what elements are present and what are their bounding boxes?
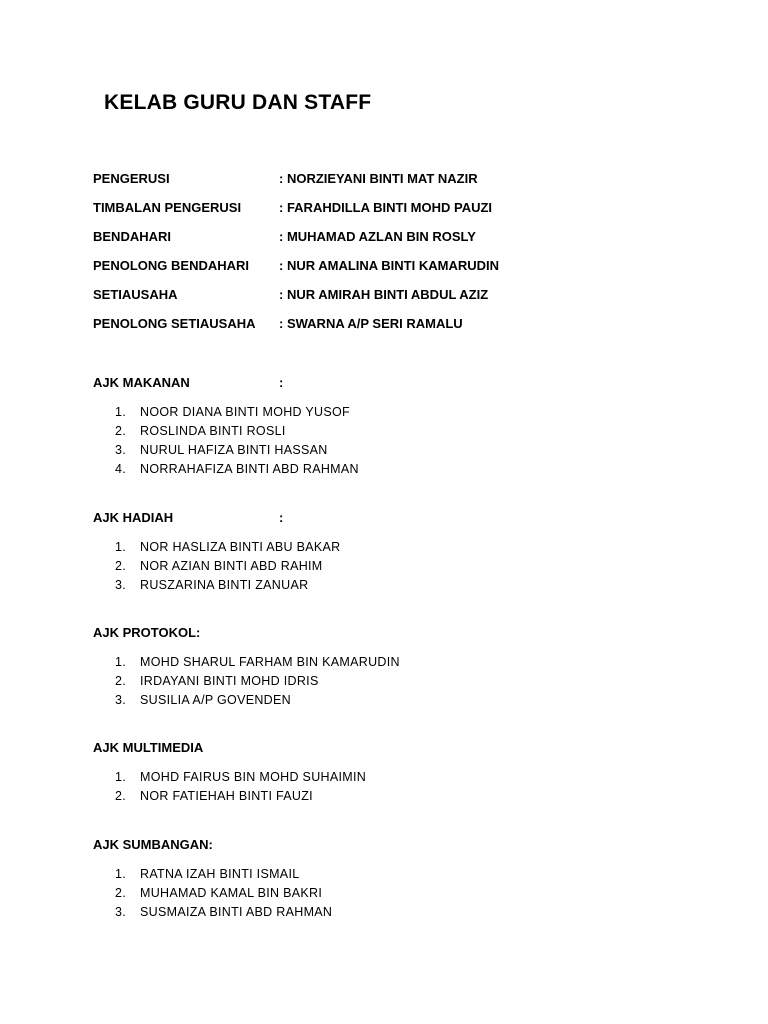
list-number: 3. <box>115 693 127 707</box>
list-number: 1. <box>115 405 127 419</box>
list-number: 3. <box>115 905 127 919</box>
list-number: 1. <box>115 770 127 784</box>
list-number: 3. <box>115 578 127 592</box>
member-name: MUHAMAD KAMAL BIN BAKRI <box>140 886 323 900</box>
member-name: RUSZARINA BINTI ZANUAR <box>140 578 309 592</box>
committee-title: AJK MULTIMEDIA <box>93 740 204 755</box>
member-name: NOR HASLIZA BINTI ABU BAKAR <box>140 540 341 554</box>
committee-title: AJK SUMBANGAN: <box>93 837 213 852</box>
member-list <box>93 540 341 597</box>
list-number: 3. <box>115 443 127 457</box>
committee-separator: : <box>279 375 284 390</box>
committee-sumbangan <box>93 837 333 924</box>
list-item <box>93 578 309 597</box>
member-list <box>93 405 359 481</box>
list-item <box>93 443 328 462</box>
committee-makanan <box>93 375 359 481</box>
list-number: 1. <box>115 655 127 669</box>
member-name: MOHD FAIRUS BIN MOHD SUHAIMIN <box>140 770 367 784</box>
officer-name: : FARAHDILLA BINTI MOHD PAUZI <box>279 200 493 215</box>
committee-heading <box>93 375 284 395</box>
committee-heading <box>93 837 213 857</box>
officer-name: : NORZIEYANI BINTI MAT NAZIR <box>279 171 478 186</box>
list-number: 4. <box>115 462 127 476</box>
member-name: IRDAYANI BINTI MOHD IDRIS <box>140 674 319 688</box>
list-number: 2. <box>115 674 127 688</box>
committee-hadiah <box>93 510 341 597</box>
committee-title: AJK HADIAH <box>93 510 174 525</box>
list-number: 1. <box>115 540 127 554</box>
member-list <box>93 770 367 808</box>
list-item <box>93 424 286 443</box>
member-name: RATNA IZAH BINTI ISMAIL <box>140 867 300 881</box>
officer-name: : MUHAMAD AZLAN BIN ROSLY <box>279 229 476 244</box>
list-item <box>93 867 300 886</box>
committee-title: AJK MAKANAN <box>93 375 190 390</box>
list-item <box>93 559 323 578</box>
committee-separator: : <box>279 510 284 525</box>
member-name: NOOR DIANA BINTI MOHD YUSOF <box>140 405 350 419</box>
officer-role: PENGERUSI <box>93 171 170 186</box>
list-number: 1. <box>115 867 127 881</box>
list-number: 2. <box>115 789 127 803</box>
list-item <box>93 462 359 481</box>
officer-role: PENOLONG SETIAUSAHA <box>93 316 256 331</box>
list-number: 2. <box>115 424 127 438</box>
list-number: 2. <box>115 559 127 573</box>
officer-role: BENDAHARI <box>93 229 171 244</box>
officer-name: : NUR AMIRAH BINTI ABDUL AZIZ <box>279 287 489 302</box>
committee-heading <box>93 740 203 760</box>
list-item <box>93 655 400 674</box>
officer-role: TIMBALAN PENGERUSI <box>93 200 242 215</box>
officer-role: SETIAUSAHA <box>93 287 178 302</box>
member-list <box>93 655 400 712</box>
document-title: KELAB GURU DAN STAFF <box>104 91 372 114</box>
committee-heading <box>93 510 284 530</box>
list-item <box>93 540 341 559</box>
committee-title: AJK PROTOKOL: <box>93 625 201 640</box>
member-list <box>93 867 333 924</box>
member-name: SUSILIA A/P GOVENDEN <box>140 693 291 707</box>
officer-name: : SWARNA A/P SERI RAMALU <box>279 316 463 331</box>
list-item <box>93 770 367 789</box>
officer-name: : NUR AMALINA BINTI KAMARUDIN <box>279 258 500 273</box>
committee-heading <box>93 625 200 645</box>
list-item <box>93 886 323 905</box>
member-name: NURUL HAFIZA BINTI HASSAN <box>140 443 328 457</box>
member-name: NOR AZIAN BINTI ABD RAHIM <box>140 559 323 573</box>
committee-protokol <box>93 625 400 712</box>
list-number: 2. <box>115 886 127 900</box>
list-item <box>93 674 319 693</box>
member-name: NORRAHAFIZA BINTI ABD RAHMAN <box>140 462 359 476</box>
member-name: MOHD SHARUL FARHAM BIN KAMARUDIN <box>140 655 400 669</box>
member-name: ROSLINDA BINTI ROSLI <box>140 424 286 438</box>
list-item <box>93 789 313 808</box>
member-name: SUSMAIZA BINTI ABD RAHMAN <box>140 905 333 919</box>
committee-multimedia <box>93 740 367 808</box>
member-name: NOR FATIEHAH BINTI FAUZI <box>140 789 313 803</box>
list-item <box>93 693 291 712</box>
list-item <box>93 405 350 424</box>
list-item <box>93 905 333 924</box>
officer-role: PENOLONG BENDAHARI <box>93 258 250 273</box>
